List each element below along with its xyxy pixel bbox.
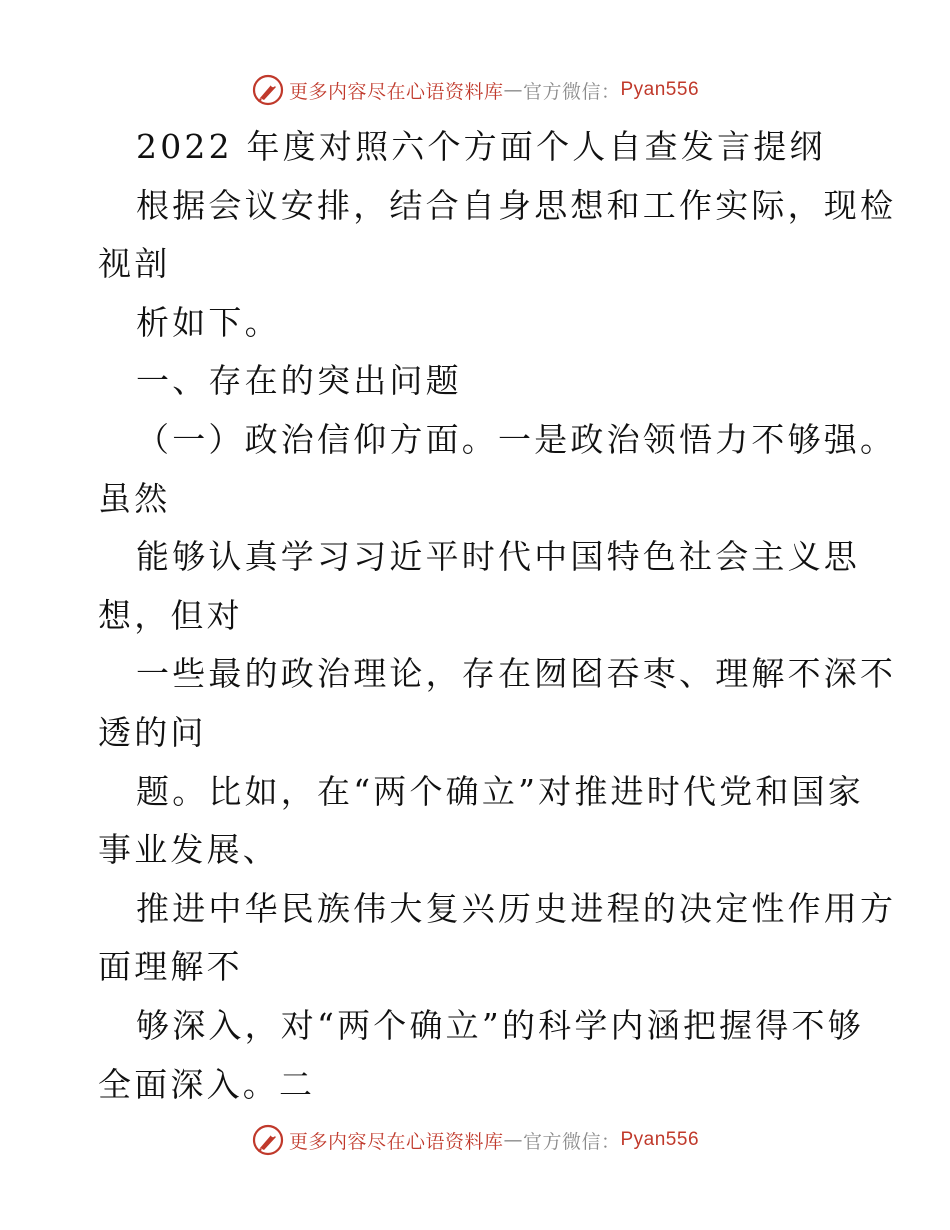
document-line: 透的问: [98, 712, 207, 752]
document-line: 事业发展、: [98, 830, 279, 870]
document-body: [98, 118, 897, 1114]
pen-nib-logo-icon: [251, 73, 285, 107]
watermark-wechat-label: 官方微信：: [522, 1130, 621, 1153]
footer-watermark: [0, 1120, 950, 1160]
header-watermark: [0, 70, 950, 110]
watermark-wechat-label: 官方微信：: [522, 80, 621, 103]
watermark-main-text: 更多内容尽在心语资料库: [288, 80, 504, 103]
document-line: 推进中华民族伟大复兴历史进程的决定性作用方: [136, 888, 897, 928]
watermark-dash: —: [503, 1129, 523, 1151]
document-line: 想，但对: [98, 595, 243, 635]
document-line: 视剖: [98, 244, 171, 284]
document-line: 一些最的政治理论，存在囫囵吞枣、理解不深不: [136, 654, 897, 694]
document-line: 析如下。: [136, 302, 281, 342]
watermark-dash: —: [503, 79, 523, 101]
document-line: 题。比如，在“两个确立”对推进时代党和国家: [136, 771, 864, 811]
document-line: （一）政治信仰方面。一是政治领悟力不够强。: [136, 419, 897, 459]
document-line: 2022 年度对照六个方面个人自查发言提纲: [136, 127, 826, 166]
watermark-main-text: 更多内容尽在心语资料库: [288, 1130, 504, 1153]
watermark-handle: Pyan556: [620, 79, 700, 100]
document-line: 够深入，对“两个确立”的科学内涵把握得不够: [136, 1005, 864, 1045]
document-line: 全面深入。二: [98, 1064, 316, 1104]
document-line: 虽然: [98, 478, 171, 518]
pen-nib-logo-icon: [251, 1123, 285, 1157]
document-line: 能够认真学习习近平时代中国特色社会主义思: [136, 537, 860, 577]
watermark-handle: Pyan556: [620, 1129, 700, 1150]
document-line: 面理解不: [98, 947, 243, 987]
document-line: 一、存在的突出问题: [136, 361, 462, 401]
document-line: 根据会议安排，结合自身思想和工作实际，现检: [136, 185, 897, 225]
